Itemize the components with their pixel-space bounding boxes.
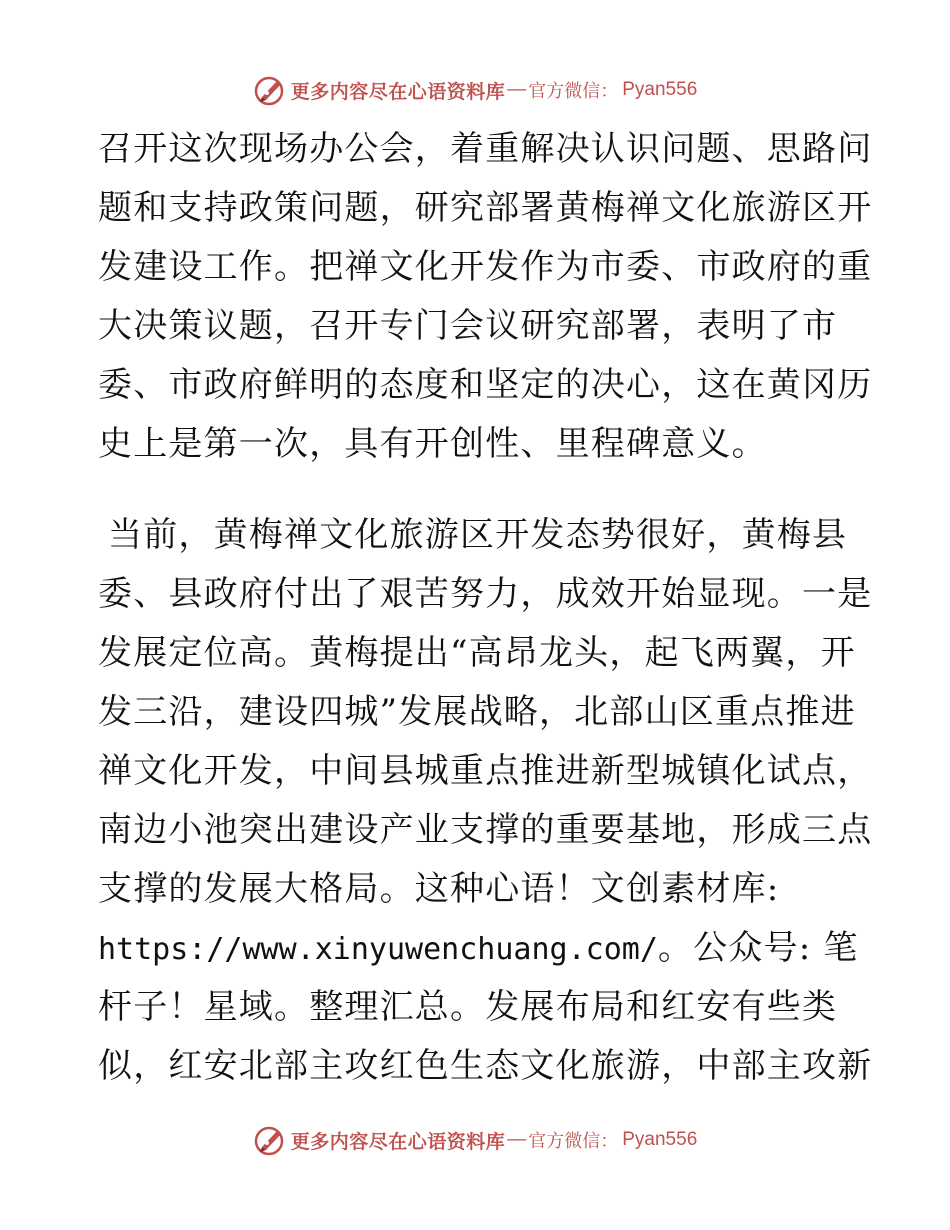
banner-separator: — xyxy=(507,79,527,100)
text-line-url xyxy=(98,919,858,978)
website-url: https://www.xinyuwenchuang.com/ xyxy=(98,932,658,967)
text-line: 禅文化开发，中间县城重点推进新型城镇化试点， xyxy=(98,751,873,791)
paragraph-gap xyxy=(98,474,858,506)
header-banner xyxy=(0,70,950,110)
footer-banner xyxy=(0,1120,950,1160)
paragraph-1 xyxy=(98,120,873,474)
text-line: 支撑的发展大格局。这种心语！文创素材库: xyxy=(98,869,780,909)
text-line: 似，红安北部主攻红色生态文化旅游，中部主攻新 xyxy=(98,1046,873,1086)
text-line: 大决策议题，召开专门会议研究部署，表明了市 xyxy=(98,306,838,346)
text-line: 南边小池突出建设产业支撑的重要基地，形成三点 xyxy=(98,810,873,850)
text-line: 史上是第一次，具有开创性、里程碑意义。 xyxy=(98,424,767,464)
url-suffix: 。公众号: 笔 xyxy=(657,928,859,968)
banner-wechat-label: 官方微信： xyxy=(528,1131,619,1152)
pen-logo-icon xyxy=(253,73,287,107)
text-line: 当前，黄梅禅文化旅游区开发态势很好，黄梅县 xyxy=(108,515,848,555)
text-line: 题和支持政策问题，研究部署黄梅禅文化旅游区开 xyxy=(98,188,873,228)
text-line: 委、县政府付出了艰苦努力，成效开始显现。一是 xyxy=(98,574,873,614)
text-line: 发三沿，建设四城”发展战略，北部山区重点推进 xyxy=(98,692,856,732)
text-line: 杆子！星域。整理汇总。发展布局和红安有些类 xyxy=(98,987,838,1027)
text-line: 召开这次现场办公会，着重解决认识问题、思路问 xyxy=(98,129,873,169)
document-body xyxy=(98,120,873,1096)
paragraph-2 xyxy=(98,506,873,1096)
banner-wechat-id: Pyan556 xyxy=(622,79,698,100)
banner-title: 更多内容尽在心语资料库 xyxy=(290,1130,506,1153)
banner-title: 更多内容尽在心语资料库 xyxy=(290,80,506,103)
text-line: 发展定位高。黄梅提出“高昂龙头，起飞两翼，开 xyxy=(98,633,856,673)
banner-wechat-label: 官方微信： xyxy=(528,81,619,102)
text-line: 发建设工作。把禅文化开发作为市委、市政府的重 xyxy=(98,247,873,287)
banner-wechat-id: Pyan556 xyxy=(622,1129,698,1150)
pen-logo-icon xyxy=(253,1123,287,1157)
banner-separator: — xyxy=(507,1129,527,1150)
text-line: 委、市政府鲜明的态度和坚定的决心，这在黄冈历 xyxy=(98,365,873,405)
